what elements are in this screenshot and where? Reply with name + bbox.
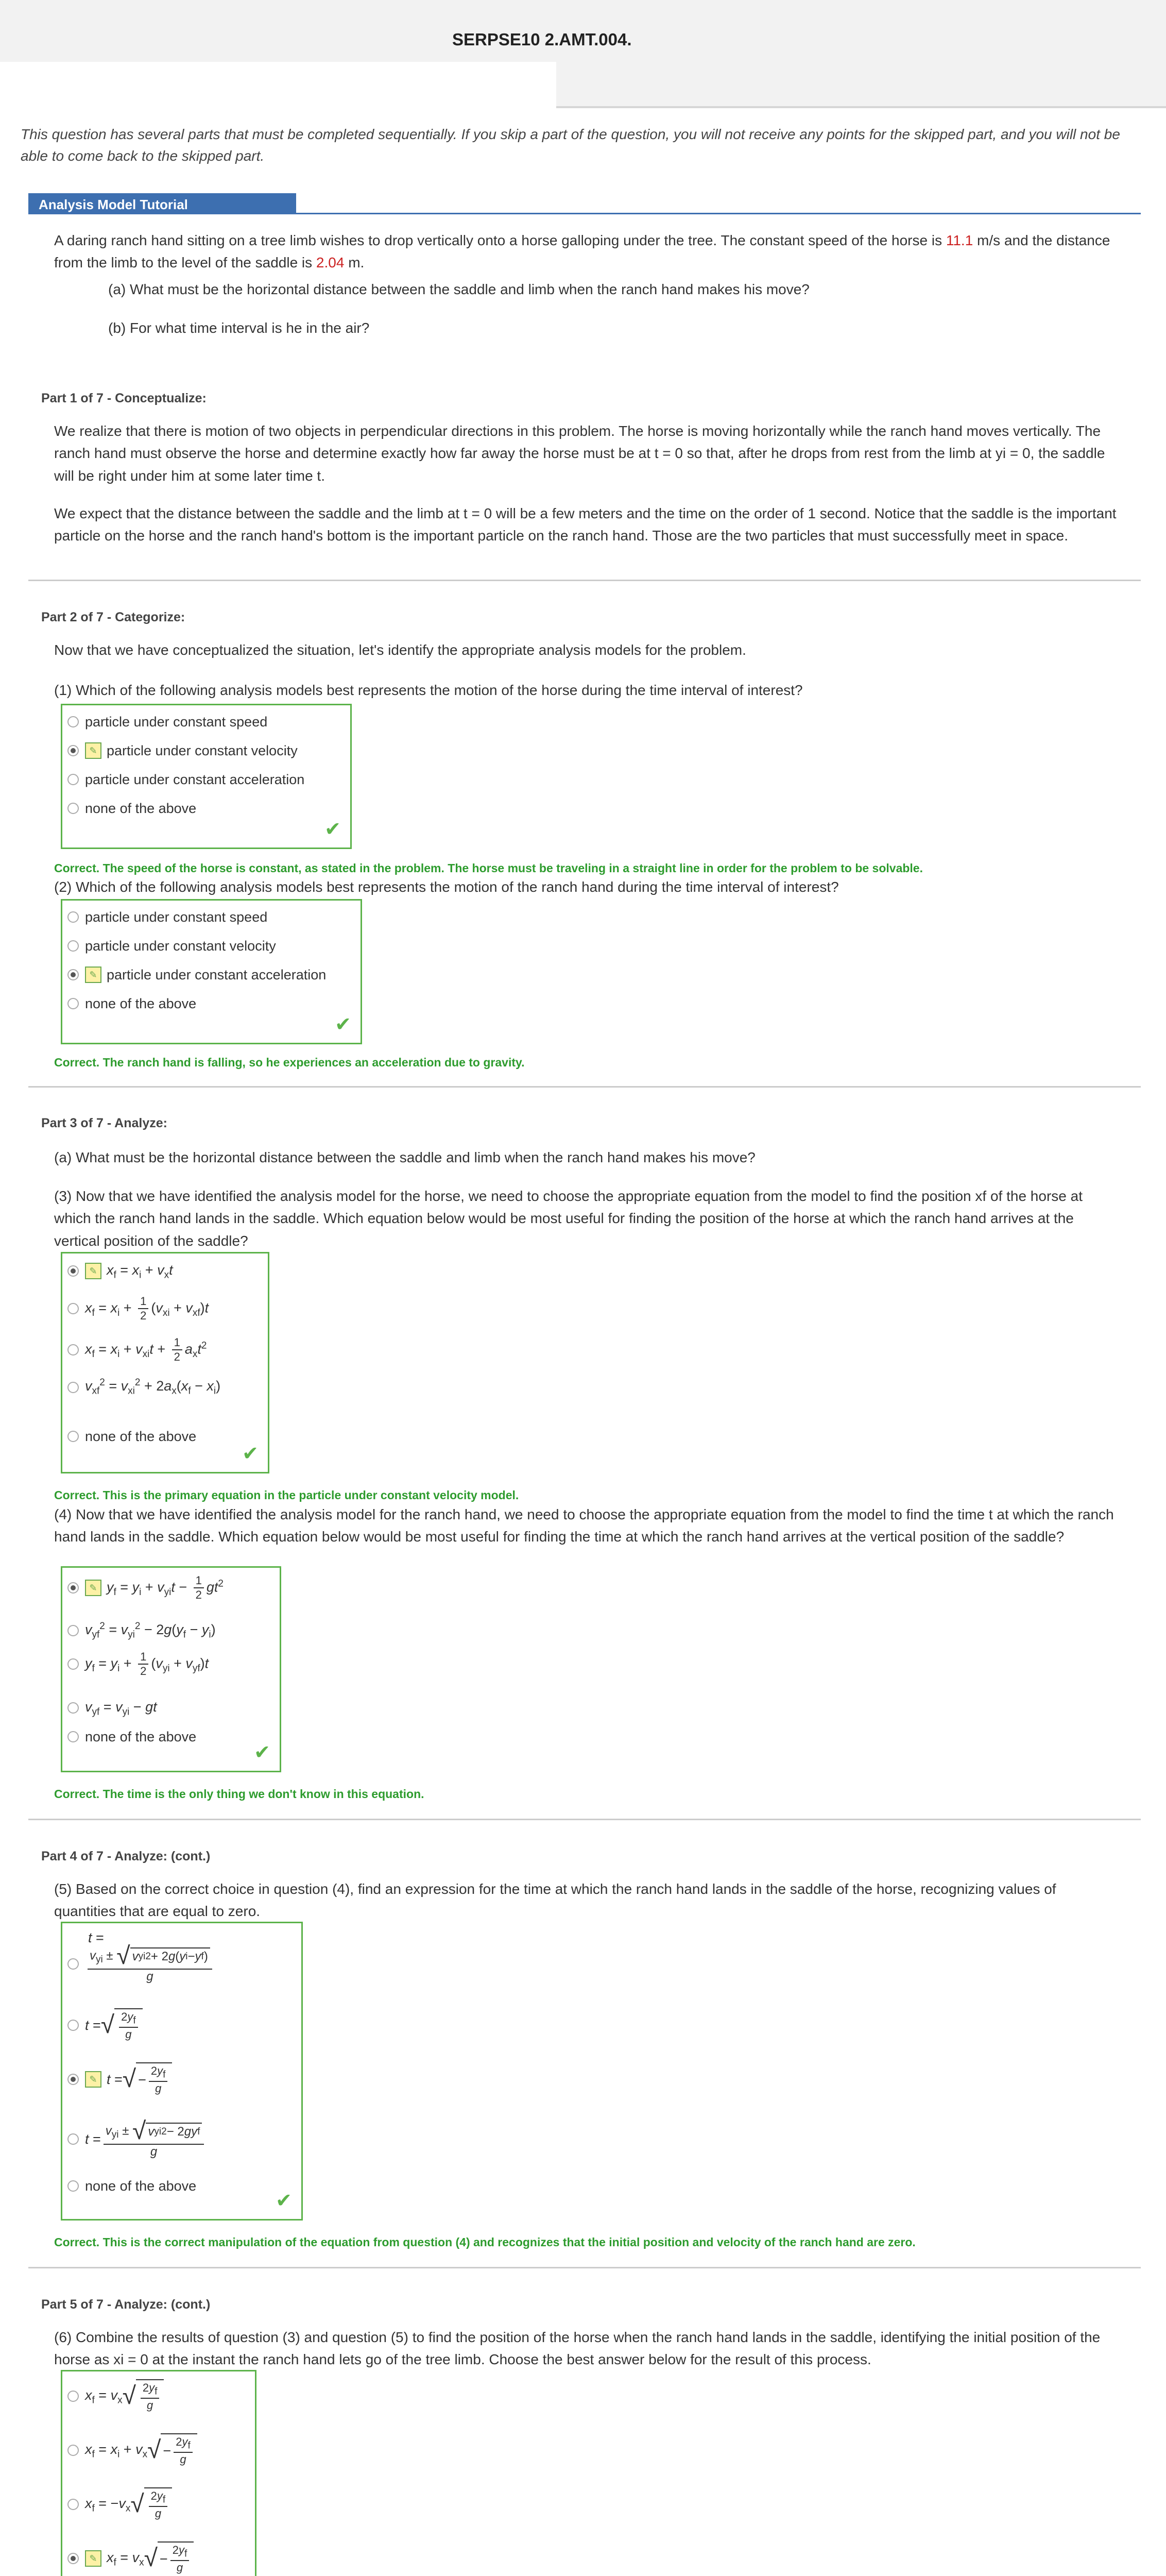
q2-option-3[interactable]: ✎ particle under constant acceleration — [67, 964, 326, 986]
radio-button[interactable] — [67, 774, 79, 785]
part3-question-a: (a) What must be the horizontal distance between the saddle and limb when the ranch hand makes his move? — [54, 1149, 756, 1165]
radio-button[interactable] — [67, 2133, 79, 2145]
q2-option-4[interactable]: none of the above — [67, 993, 196, 1014]
part2-heading: Part 2 of 7 - Categorize: — [41, 610, 185, 624]
question-5-options — [61, 1922, 303, 2221]
question-b: (b) For what time interval is he in the air? — [108, 320, 370, 336]
part1-paragraph-1: We realize that there is motion of two objects in perpendicular directions in this problem. The horse is moving horizontally while the ranch hand moves vertically. The ranch hand must observe the horse and determine exactly how far away the horse must be at t = 0 so that, after he drops from rest from the limb at yi = 0, the saddle will be right under him at some later time t. — [54, 423, 1105, 484]
question-6: (6) Combine the results of question (3) and question (5) to find the position of the horse when the ranch hand lands in the saddle, identifying the initial position of the horse as xi = 0 at the instant the ranch hand lets go of the tree limb. Choose the best answer below for the result of this process. — [54, 2329, 1101, 2368]
q3-option-1[interactable]: ✎ $x_f = x_i + v_xt$ — [67, 1260, 173, 1283]
q5-option-1[interactable]: $v_{yi}$ ± √ v yi 2 + 2 g ( y i − y f ) g — [67, 1944, 215, 1985]
pencil-icon: ✎ — [85, 1580, 101, 1596]
intro-text: This question has several parts that must be completed sequentially. If you skip a part of the question, you will not receive any points for the skipped part, and you will not be able to come back to the skipped part. — [21, 126, 1120, 164]
q6-option-4[interactable]: ✎ $x_f = v_x$ √ − $\frac{2y_f}{g}$ — [67, 2541, 194, 2576]
q5-feedback: Correct. This is the correct manipulation of the equation from question (4) and recognizes that the initial position and velocity of the ranch hand are zero. — [54, 2235, 916, 2249]
q6-option-3[interactable]: $x_f = -v_x$ √ $\frac{2y_f}{g}$ — [67, 2487, 172, 2522]
radio-button[interactable] — [67, 716, 79, 727]
question-2-options — [61, 899, 362, 1044]
pencil-icon: ✎ — [85, 742, 101, 759]
q3-option-4[interactable]: $v_{xf}^2 = v_{xi}^2 + 2a_x(x_f - x_i)$ — [67, 1377, 258, 1397]
part3-heading: Part 3 of 7 - Analyze: — [41, 1116, 167, 1130]
radio-button[interactable] — [67, 1658, 79, 1670]
question-1: (1) Which of the following analysis models best represents the motion of the horse during the time interval of interest? — [54, 682, 803, 698]
question-3-options — [61, 1252, 269, 1473]
q2-option-2[interactable]: particle under constant velocity — [67, 936, 276, 957]
q3-feedback: Correct. This is the primary equation in the particle under constant velocity model. — [54, 1488, 519, 1502]
q4-option-1[interactable]: ✎ $y_f = y_i + v_{yi}t$ − $\frac{1}{2}$ $gt^2$ — [67, 1574, 224, 1602]
header-bar — [0, 0, 1166, 108]
question-1-options — [61, 704, 352, 849]
part1-paragraph-2: We expect that the distance between the saddle and the limb at t = 0 will be a few meters and the time on the order of 1 second. Notice that the saddle is the important particle on the horse and the ranch hand's bottom is the important particle on the ranch hand. Those are the two particles that must successfully meet in space. — [54, 505, 1117, 544]
radio-button[interactable] — [67, 1731, 79, 1742]
radio-button-selected[interactable] — [67, 2074, 79, 2085]
question-3: (3) Now that we have identified the analysis model for the horse, we need to choose the appropriate equation from the model to find the position xf of the horse at which the ranch hand lands in the saddle. Which equation below would be most useful for finding the position of the horse at which the ranch hand arrives at the vertical position of the saddle? — [54, 1188, 1083, 1249]
checkmark-icon: ✔ — [335, 1014, 351, 1036]
tutorial-divider — [28, 213, 1141, 214]
radio-button[interactable] — [67, 1344, 79, 1355]
problem-statement: A daring ranch hand sitting on a tree limb wishes to drop vertically onto a horse galloping under the tree. The constant speed of the horse is 11.1 m/s and the distance from the limb to the level of the saddle is 2.04 m. — [54, 232, 1110, 271]
header-panel — [0, 62, 556, 108]
radio-button-selected[interactable] — [67, 969, 79, 980]
q6-option-1[interactable]: $x_f = v_x$ √ $\frac{2y_f}{g}$ — [67, 2379, 164, 2414]
radio-button[interactable] — [67, 803, 79, 814]
q3-option-5[interactable]: none of the above — [67, 1426, 196, 1447]
checkmark-icon: ✔ — [254, 1742, 270, 1764]
pencil-icon: ✎ — [85, 2550, 101, 2567]
part4-heading: Part 4 of 7 - Analyze: (cont.) — [41, 1849, 211, 1863]
speed-value: 11.1 — [946, 232, 973, 248]
question-4: (4) Now that we have identified the analysis model for the ranch hand, we need to choose the appropriate equation from the model to find the time t at which the ranch hand lands in the saddle. Which equation below would be most useful for finding the time at which the ranch hand arrives at the vertical position of the saddle? — [54, 1506, 1114, 1545]
question-a: (a) What must be the horizontal distance between the saddle and limb when the ranch hand makes his move? — [108, 281, 810, 297]
q2-option-1[interactable]: particle under constant speed — [67, 907, 267, 928]
q1-option-2[interactable]: ✎ particle under constant velocity — [67, 740, 298, 761]
checkmark-icon: ✔ — [242, 1443, 259, 1465]
radio-button[interactable] — [67, 1702, 79, 1714]
q5-option-3[interactable]: ✎ t = √ − $\frac{2y_f}{g}$ — [67, 2062, 172, 2097]
part1-heading: Part 1 of 7 - Conceptualize: — [41, 391, 207, 405]
q2-feedback: Correct. The ranch hand is falling, so he experiences an acceleration due to gravity. — [54, 1056, 525, 1069]
q4-feedback: Correct. The time is the only thing we don't know in this equation. — [54, 1787, 424, 1801]
checkmark-icon: ✔ — [276, 2190, 292, 2212]
radio-button-selected[interactable] — [67, 745, 79, 756]
q4-option-4[interactable]: $v_{yf} = v_{yi}$ − gt — [67, 1697, 157, 1720]
q5-option-2[interactable]: t = √ $\frac{2y_f}{g}$ — [67, 2008, 143, 2043]
question-6-options — [61, 2370, 256, 2576]
radio-button[interactable] — [67, 2445, 79, 2456]
radio-button-selected[interactable] — [67, 2553, 79, 2564]
q4-option-5[interactable]: none of the above — [67, 1726, 196, 1748]
question-5: (5) Based on the correct choice in question (4), find an expression for the time at which the ranch hand lands in the saddle of the horse, recognizing values of quantities that are equal to zero. — [54, 1881, 1056, 1920]
q4-option-3[interactable]: $y_f = y_i$ + $\frac{1}{2}$ $(v_{yi} + v_{yf})t$ — [67, 1650, 209, 1679]
part2-intro: Now that we have conceptualized the situation, let's identify the appropriate analysis models for the problem. — [54, 642, 746, 658]
q5-option-5[interactable]: none of the above — [67, 2176, 196, 2197]
q1-option-3[interactable]: particle under constant acceleration — [67, 769, 304, 790]
q6-option-2[interactable]: $x_f = x_i + v_x$ √ − $\frac{2y_f}{g}$ — [67, 2433, 197, 2468]
radio-button[interactable] — [67, 1958, 79, 1970]
radio-button-selected[interactable] — [67, 1265, 79, 1277]
radio-button[interactable] — [67, 940, 79, 952]
pencil-icon: ✎ — [85, 2071, 101, 2088]
divider — [28, 1819, 1141, 1820]
radio-button[interactable] — [67, 1303, 79, 1314]
question-4-options — [61, 1566, 281, 1772]
radio-button-selected[interactable] — [67, 1582, 79, 1594]
checkmark-icon: ✔ — [324, 819, 341, 840]
q5-option-1-label: t = — [88, 1930, 104, 1945]
page-title: SERPSE10 2.AMT.004. — [452, 30, 632, 49]
divider — [28, 2267, 1141, 2268]
radio-button[interactable] — [67, 1431, 79, 1442]
divider — [28, 580, 1141, 581]
radio-button[interactable] — [67, 911, 79, 923]
radio-button[interactable] — [67, 2499, 79, 2510]
q5-option-4[interactable]: t = $v_{yi}$ ± √ v yi 2 − 2 gy f g — [67, 2119, 207, 2160]
q1-feedback: Correct. The speed of the horse is constant, as stated in the problem. The horse must be traveling in a straight line in order for the problem to be solvable. — [54, 861, 923, 875]
part5-heading: Part 5 of 7 - Analyze: (cont.) — [41, 2297, 211, 2312]
radio-button[interactable] — [67, 1625, 79, 1636]
pencil-icon: ✎ — [85, 967, 101, 983]
question-2: (2) Which of the following analysis models best represents the motion of the ranch hand during the time interval of interest? — [54, 879, 839, 895]
radio-button[interactable] — [67, 2180, 79, 2192]
q1-option-1[interactable]: particle under constant speed — [67, 711, 267, 733]
tutorial-label: Analysis Model Tutorial — [28, 193, 296, 214]
q3-option-2[interactable]: $x_f = x_i$ + $\frac{1}{2}$ $(v_{xi} + v_{xf})t$ — [67, 1295, 209, 1323]
radio-button[interactable] — [67, 998, 79, 1009]
distance-value: 2.04 — [316, 255, 345, 271]
radio-button[interactable] — [67, 1382, 79, 1393]
radio-button[interactable] — [67, 2391, 79, 2402]
divider — [28, 1086, 1141, 1088]
q3-option-3[interactable]: $x_f = x_i + v_{xi}t$ + $\frac{1}{2}$ $a_xt^2$ — [67, 1336, 207, 1364]
q4-option-2[interactable]: $v_{yf}^2 = v_{yi}^2 - 2g(y_f - y_i)$ — [67, 1619, 216, 1642]
q1-option-4[interactable]: none of the above — [67, 798, 196, 819]
pencil-icon: ✎ — [85, 1263, 101, 1279]
radio-button[interactable] — [67, 2020, 79, 2031]
